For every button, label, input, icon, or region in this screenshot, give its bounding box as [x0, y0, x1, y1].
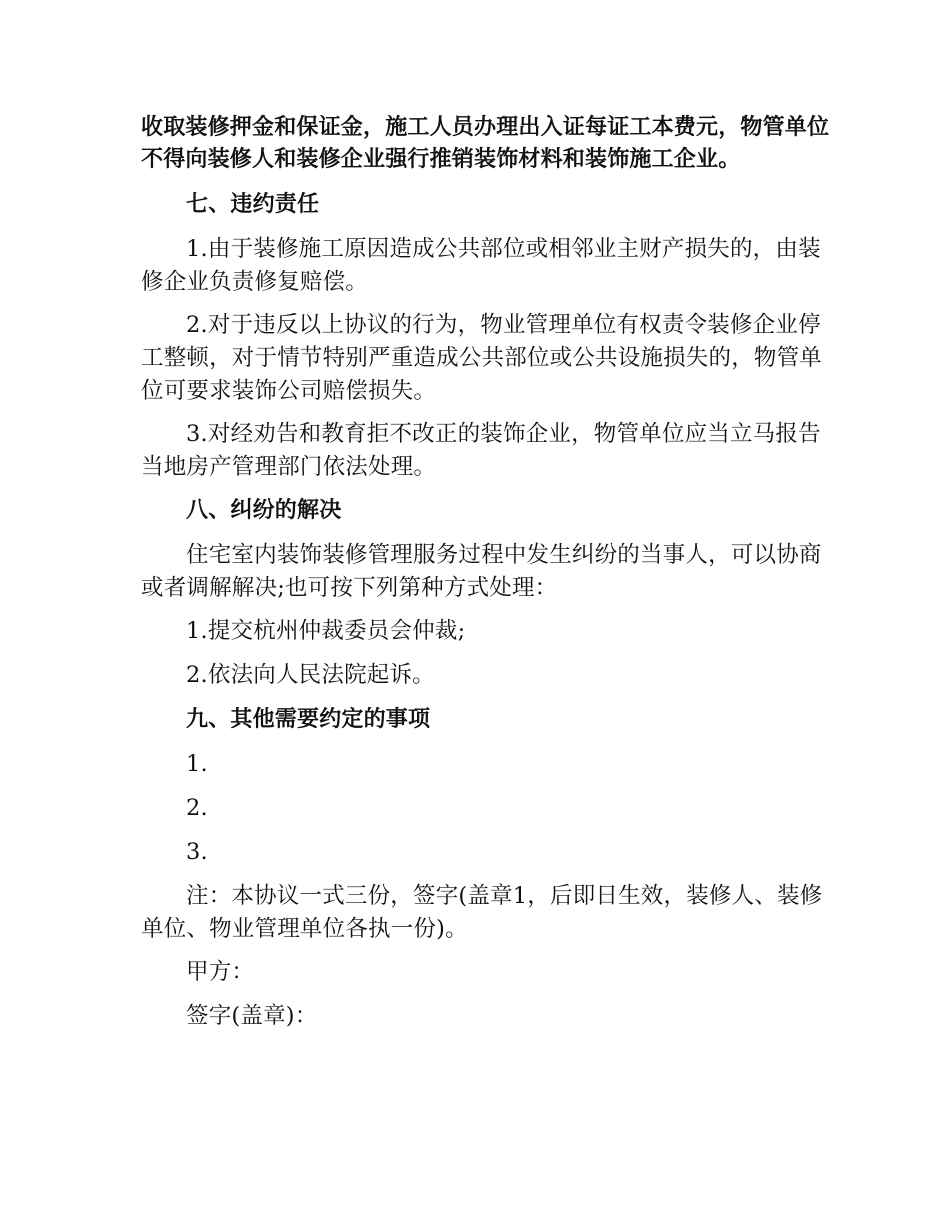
section-8-paragraph: 住宅室内装饰装修管理服务过程中发生纠纷的当事人，可以协商或者调解解决;也可按下列第种方式处理：	[141, 542, 822, 601]
party-a-label: 甲方：	[186, 959, 255, 985]
section-9-item-2: 2.	[186, 795, 208, 821]
section-9-heading: 九、其他需要约定的事项	[186, 707, 431, 732]
section-9-item-3: 3.	[186, 839, 208, 865]
agreement-note: 注：本协议一式三份，签字(盖章1，后即日生效，装修人、装修单位、物业管理单位各执一份)。	[141, 883, 823, 942]
section-7-heading: 七、违约责任	[186, 192, 320, 217]
section-7-item-1: 1.由于装修施工原因造成公共部位或相邻业主财产损失的，由装修企业负责修复赔偿。	[141, 236, 821, 295]
section-7-item-2: 2.对于违反以上协议的行为，物业管理单位有权责令装修企业停工整顿，对于情节特别严重造成公共部位或公共设施损失的，物管单位可要求装饰公司赔偿损失。	[141, 312, 823, 404]
section-8-item-2: 2.依法向人民法院起诉。	[186, 662, 435, 688]
signature-label: 签字(盖章)：	[186, 1003, 318, 1029]
intro-paragraph: 收取装修押金和保证金，施工人员办理出入证每证工本费元，物管单位不得向装修人和装修企业强行推销装饰材料和装饰施工企业。	[141, 115, 830, 172]
section-8-item-1: 1.提交杭州仲裁委员会仲裁;	[186, 618, 466, 644]
document-body	[141, 112, 831, 1044]
section-9-item-1: 1.	[186, 751, 208, 777]
section-7-item-3: 3.对经劝告和教育拒不改正的装饰企业，物管单位应当立马报告当地房产管理部门依法处理。	[141, 421, 821, 480]
section-8-heading: 八、纠纷的解决	[186, 498, 342, 523]
